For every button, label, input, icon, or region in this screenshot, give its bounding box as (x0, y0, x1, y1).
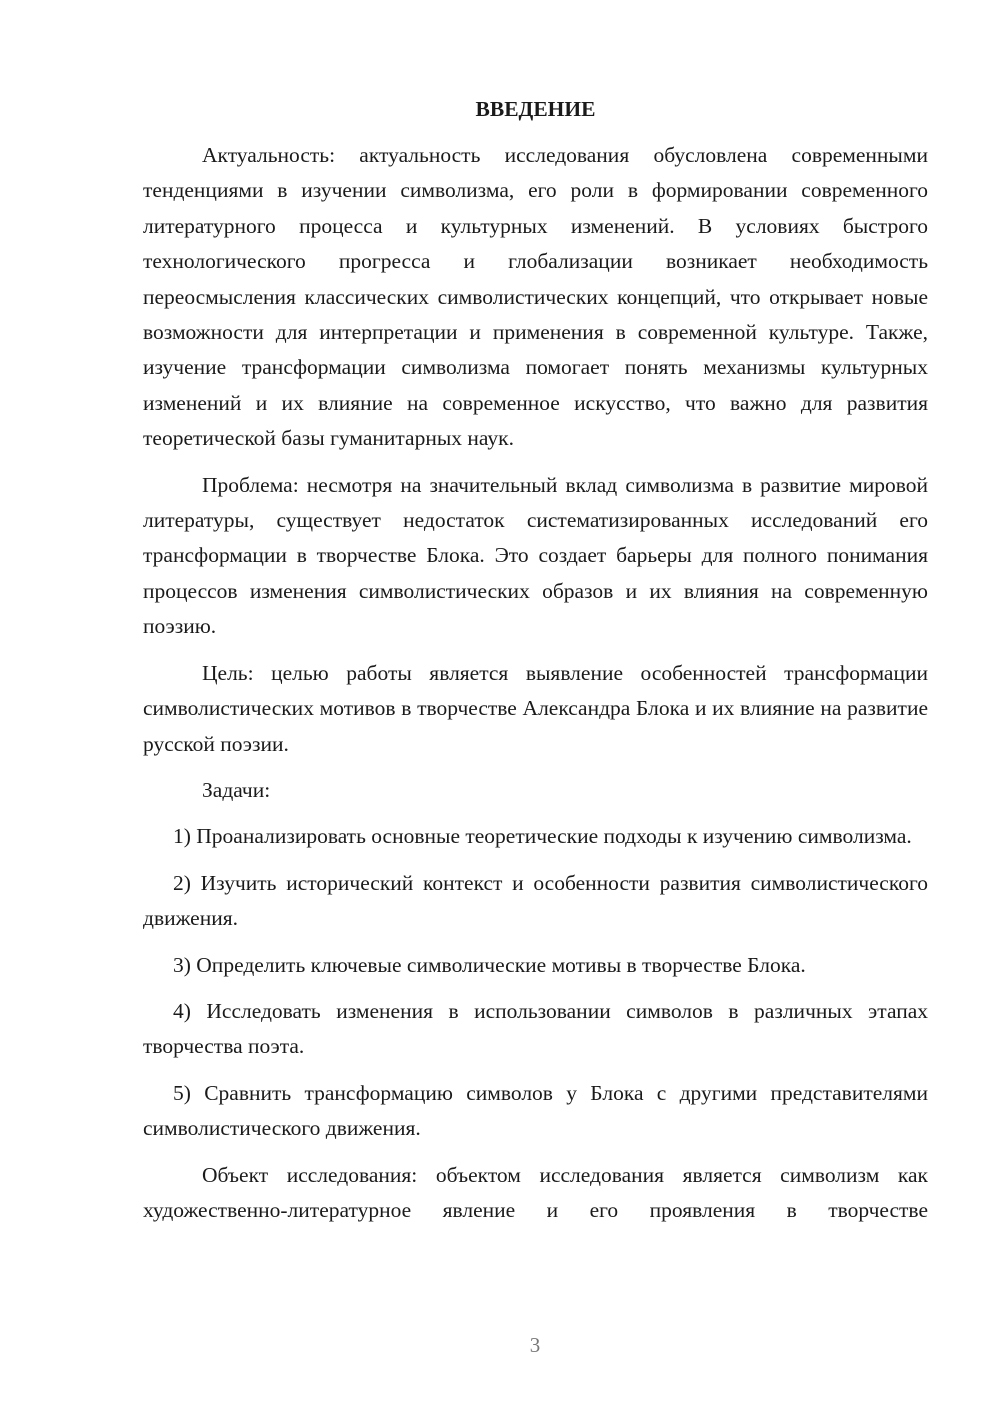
tasks-heading: Задачи: (202, 777, 271, 802)
document-page (143, 92, 928, 1228)
task-item-1: 1) Проанализировать основные теоретические подходы к изучению символизма. (173, 824, 912, 849)
paragraph-object: Объект исследования: объектом исследования является символизм как художественно-литературное явление и его проявления в творчестве (143, 1162, 928, 1222)
paragraph-actuality: Актуальность: актуальность исследования обусловлена современными тенденциями в изучении символизма, его роли в формировании современного литературного процесса и культурных изменений. В условиях быстрого технологического прогресса и глобализации возникает необходимость переосмысления классических символистических концепций, что открывает новые возможности для интерпретации и применения в современной культуре. Также, изучение трансформации символизма помогает понять механизмы культурных изменений и их влияние на современное искусство, что важно для развития теоретической базы гуманитарных наук. (143, 143, 928, 451)
task-item-5: 5) Сравнить трансформацию символов у Блока с другими представителями символистического движения. (143, 1080, 928, 1141)
page-number: 3 (529, 1333, 541, 1357)
paragraph-goal: Цель: целью работы является выявление особенностей трансформации символистических мотивов в творчестве Александра Блока и их влияние на развитие русской поэзии. (143, 660, 928, 756)
page-title: ВВЕДЕНИЕ (475, 97, 596, 121)
task-item-3: 3) Определить ключевые символические мотивы в творчестве Блока. (173, 952, 806, 977)
paragraph-problem: Проблема: несмотря на значительный вклад символизма в развитие мировой литературы, существует недостаток систематизированных исследований его трансформации в творчестве Блока. Это создает барьеры для полного понимания процессов изменения символистических образов и их влияния на современную поэзию. (143, 472, 928, 639)
task-item-2: 2) Изучить исторический контекст и особенности развития символистического движения. (143, 870, 928, 931)
task-item-4: 4) Исследовать изменения в использовании символов в различных этапах творчества поэта. (143, 998, 928, 1059)
